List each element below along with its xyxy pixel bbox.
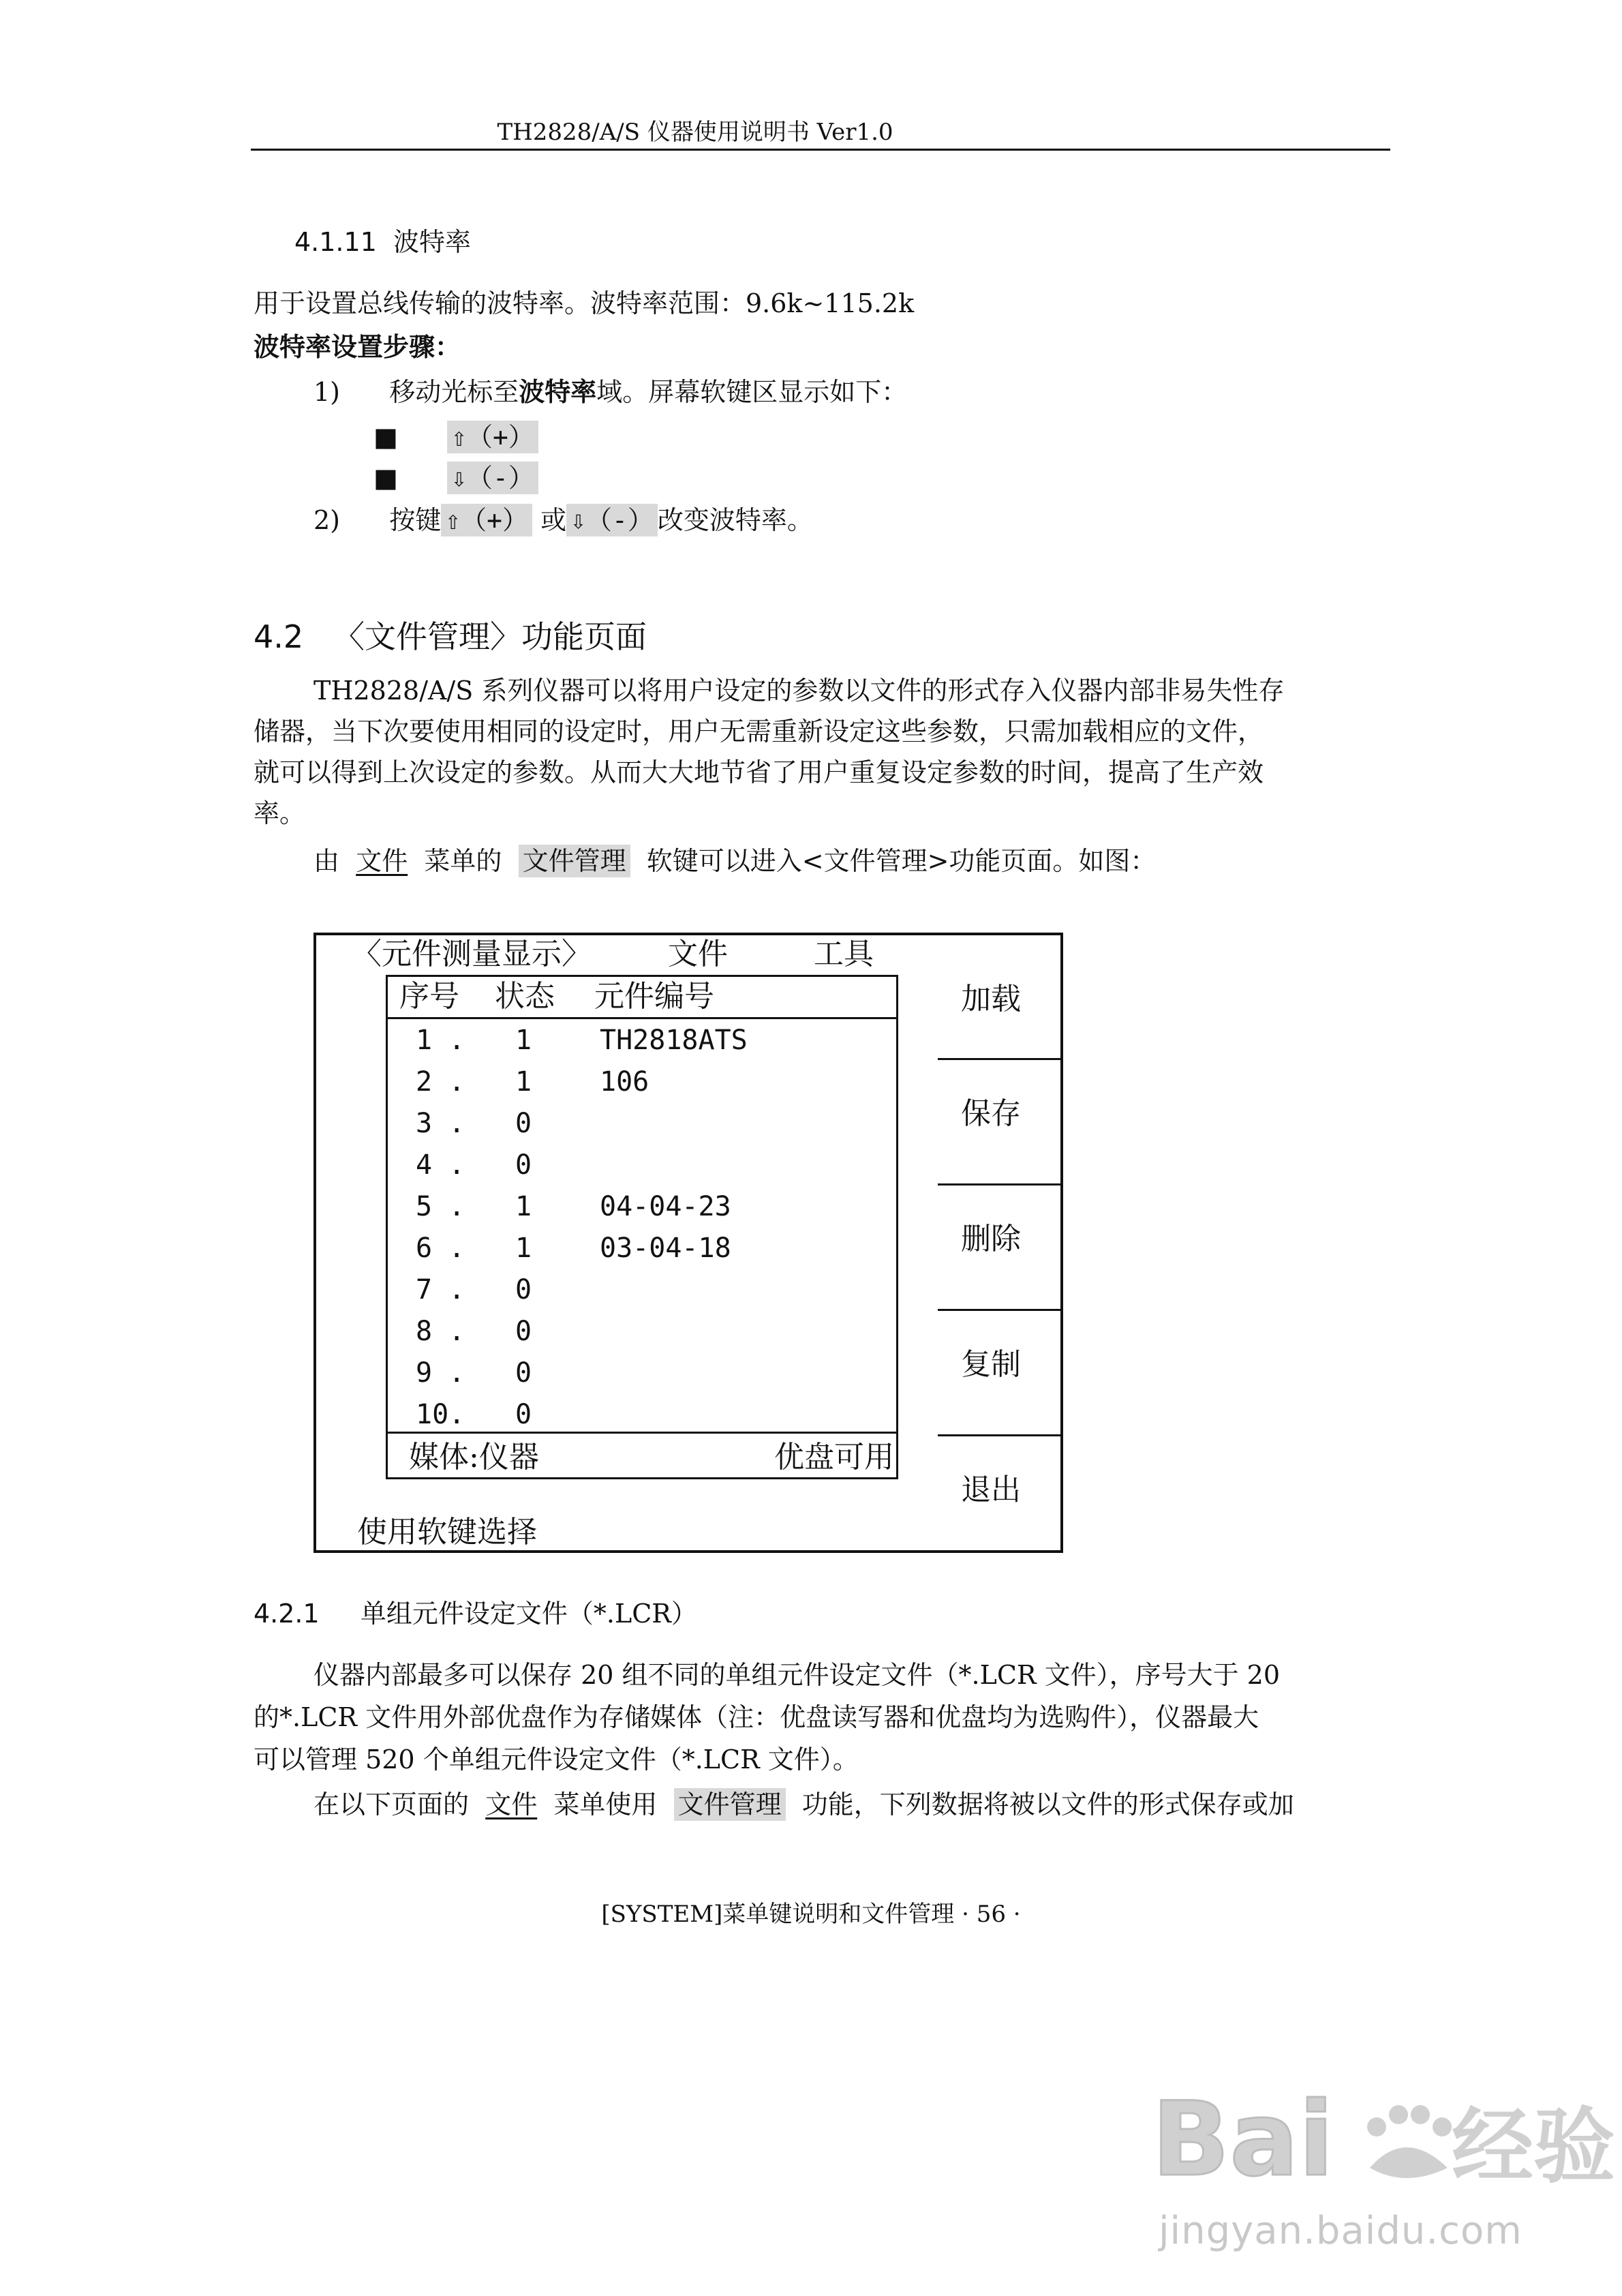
heading-title: 单组元件设定文件（*.LCR）: [360, 1599, 697, 1629]
row-status: 0: [515, 1274, 532, 1305]
softkey-divider: [938, 1058, 1060, 1060]
para2-pre: 在以下页面的: [313, 1789, 470, 1819]
softkey-delete[interactable]: 删除: [961, 1222, 1021, 1256]
sec-4-2-para1-line4: 率。: [254, 798, 306, 828]
heading-title: 波特率: [393, 227, 472, 257]
para2-post: 软键可以进入<文件管理>功能页面。如图：: [646, 846, 1157, 876]
bullet-icon: ■: [373, 463, 398, 493]
step-1-number: 1): [313, 377, 341, 407]
row-name: 03-04-18: [600, 1233, 731, 1264]
row-status: 0: [515, 1149, 532, 1181]
usb-status: 优盘可用: [774, 1440, 894, 1475]
row-seq: 9 .: [416, 1357, 465, 1389]
baud-desc: 用于设置总线传输的波特率。波特率范围：9.6k~115.2k: [254, 288, 915, 318]
row-seq: 2 .: [416, 1066, 465, 1098]
sec-4-2-1-para2: [313, 1789, 1294, 1819]
step-1-post: 域。屏幕软键区显示如下：: [596, 377, 908, 407]
baidu-jingyan-logo: [1152, 2081, 1615, 2202]
row-seq: 4 .: [416, 1149, 465, 1181]
screen-page-title: 〈元件测量显示〉: [352, 937, 592, 971]
media-label: 媒体:仪器: [409, 1440, 539, 1475]
step-2: [313, 507, 813, 533]
row-status: 0: [515, 1108, 532, 1139]
screen-menu-tools[interactable]: 工具: [814, 937, 874, 971]
softkey-exit[interactable]: 退出: [961, 1472, 1021, 1507]
step-1: [313, 376, 908, 407]
softkey-ref-file-manage: 文件管理: [519, 845, 630, 877]
sec-4-2-para2: [313, 848, 1156, 874]
row-seq: 3 .: [416, 1108, 465, 1139]
bullet-down: [373, 465, 538, 491]
bullet-icon: ■: [373, 422, 398, 452]
row-status: 0: [515, 1357, 532, 1389]
screen-prompt: 使用软键选择: [357, 1515, 537, 1550]
col-header-status: 状态: [495, 979, 555, 1014]
row-name: 106: [600, 1066, 649, 1098]
menu-ref-file: 文件: [485, 1789, 538, 1819]
softkey-down-label: ⇩（-）: [447, 462, 538, 494]
softkey-load[interactable]: 加载: [961, 982, 1021, 1016]
softkey-copy[interactable]: 复制: [961, 1347, 1021, 1382]
row-status: 1: [515, 1233, 532, 1264]
softkey-ref-file-manage: 文件管理: [674, 1788, 786, 1821]
softkey-save[interactable]: 保存: [961, 1096, 1021, 1131]
para2-pre: 由: [313, 846, 340, 876]
header-rule: [251, 149, 1390, 151]
col-header-seq: 序号: [399, 979, 459, 1014]
row-status: 0: [515, 1399, 532, 1430]
col-header-name: 元件编号: [594, 979, 714, 1014]
section-4-2-1-heading: [254, 1601, 697, 1627]
step-2-number: 2): [313, 505, 341, 535]
section-4-1-11-heading: [294, 229, 471, 255]
step-1-field: 波特率: [519, 376, 597, 407]
heading-number: 4.2.1: [254, 1599, 320, 1629]
key-up-ref: ⇧（+）: [441, 504, 532, 537]
row-seq: 8 .: [416, 1316, 465, 1347]
step-1-pre: 移动光标至: [389, 377, 519, 407]
watermark-url: jingyan.baidu.com: [1159, 2209, 1522, 2253]
svg-text:Bai: Bai: [1152, 2081, 1334, 2199]
menu-ref-file: 文件: [356, 846, 408, 876]
bullet-up: [373, 424, 538, 450]
screen-menu-file[interactable]: 文件: [668, 937, 728, 971]
step-2-mid: 或: [540, 505, 567, 535]
row-seq: 6 .: [416, 1233, 465, 1264]
para2-mid: 菜单使用: [553, 1789, 658, 1819]
sec-4-2-1-para1-line3: 可以管理 520 个单组元件设定文件（*.LCR 文件）。: [254, 1744, 859, 1774]
softkey-up-label: ⇧（+）: [447, 421, 538, 453]
list-footer-rule: [386, 1432, 898, 1434]
row-name: TH2818ATS: [600, 1025, 748, 1056]
row-seq: 7 .: [416, 1274, 465, 1305]
row-status: 1: [515, 1066, 532, 1098]
para2-post: 功能，下列数据将被以文件的形式保存或加: [801, 1789, 1294, 1819]
svg-text:经验: 经验: [1452, 2100, 1615, 2194]
heading-number: 4.1.11: [294, 227, 377, 257]
row-seq: 10.: [416, 1399, 465, 1430]
softkey-divider: [938, 1434, 1060, 1436]
page-footer: [SYSTEM]菜单键说明和文件管理 · 56 ·: [601, 1901, 1021, 1928]
row-seq: 1 .: [416, 1025, 465, 1056]
sec-4-2-para1-line2: 储器，当下次要使用相同的设定时，用户无需重新设定这些参数，只需加载相应的文件，: [254, 716, 1264, 746]
heading-number: 4.2: [254, 618, 304, 655]
step-2-post: 改变波特率。: [657, 505, 813, 535]
row-status: 1: [515, 1025, 532, 1056]
softkey-divider: [938, 1309, 1060, 1311]
sec-4-2-para1-line3: 就可以得到上次设定的参数。从而大大地节省了用户重复设定参数的时间，提高了生产效: [254, 757, 1264, 787]
page-header: TH2828/A/S 仪器使用说明书 Ver1.0: [497, 119, 893, 146]
step-2-pre: 按键: [389, 505, 442, 535]
baud-steps-title: 波特率设置步骤：: [254, 331, 461, 362]
softkey-divider: [938, 1183, 1060, 1185]
sec-4-2-para1-line1: TH2828/A/S 系列仪器可以将用户设定的参数以文件的形式存入仪器内部非易失性存: [313, 676, 1285, 706]
section-4-2-heading: [254, 612, 647, 657]
row-status: 1: [515, 1191, 532, 1222]
row-name: 04-04-23: [600, 1191, 731, 1222]
para2-mid: 菜单的: [424, 846, 502, 876]
sec-4-2-1-para1-line1: 仪器内部最多可以保存 20 组不同的单组元件设定文件（*.LCR 文件），序号大于 20: [313, 1660, 1281, 1690]
list-header-rule: [386, 1017, 898, 1019]
sec-4-2-1-para1-line2: 的*.LCR 文件用外部优盘作为存储媒体（注：优盘读写器和优盘均为选购件），仪器最大: [254, 1702, 1259, 1732]
key-down-ref: ⇩（-）: [566, 504, 658, 537]
heading-title: 〈文件管理〉功能页面: [333, 618, 647, 655]
row-seq: 5 .: [416, 1191, 465, 1222]
row-status: 0: [515, 1316, 532, 1347]
